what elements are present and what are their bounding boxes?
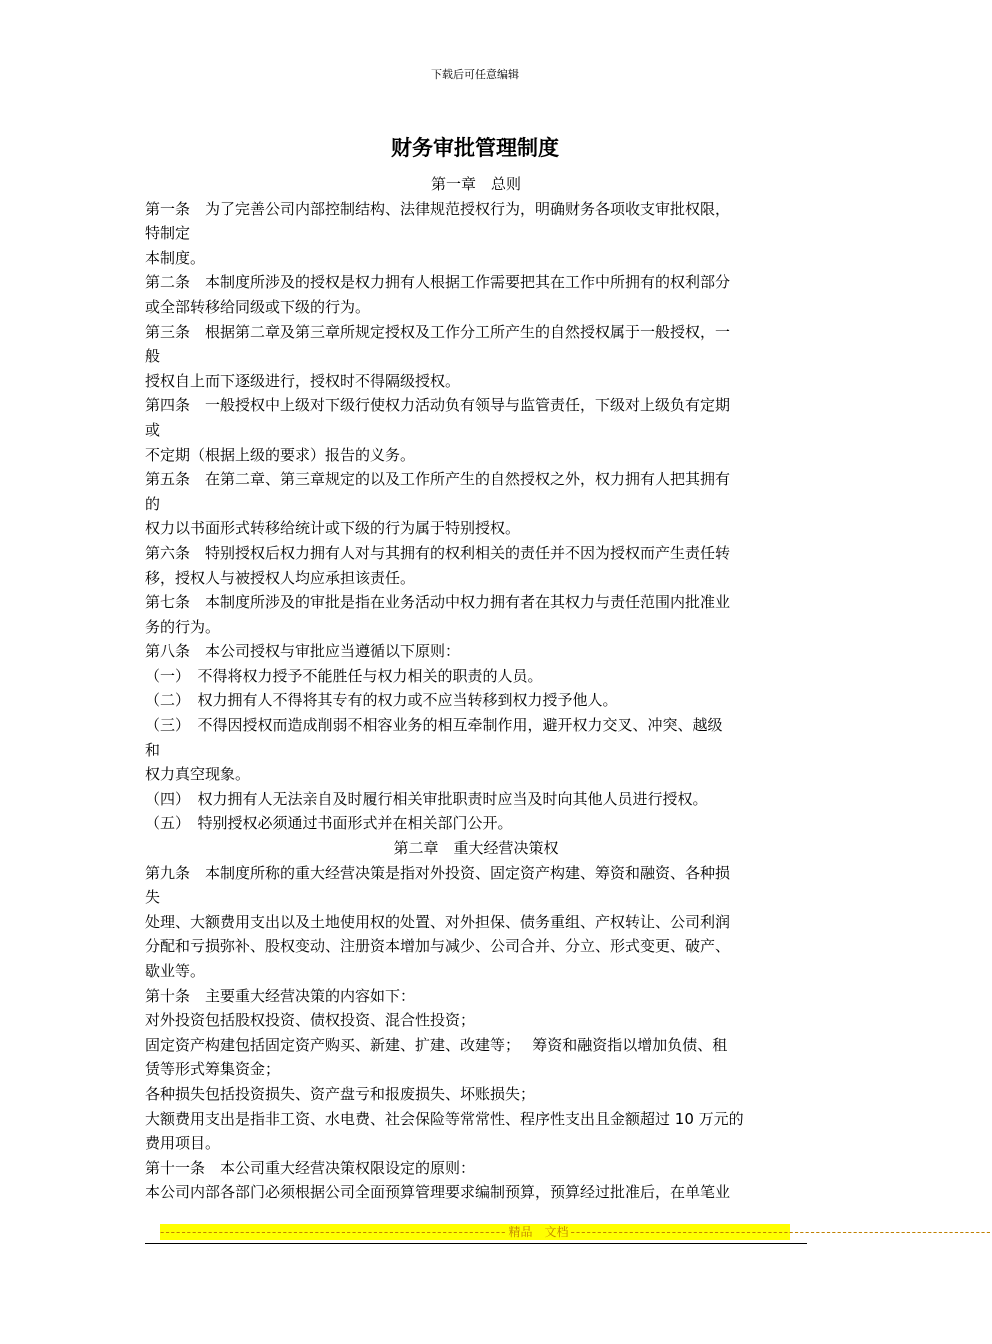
body-line: 权力以书面形式转移给统计或下级的行为属于特别授权。 bbox=[145, 519, 521, 538]
body-line: 大额费用支出是指非工资、水电费、社会保险等常常性、程序性支出且金额超过 10 万元的 bbox=[145, 1109, 744, 1128]
body-line: 第五条 在第二章、第三章规定的以及工作所产生的自然授权之外，权力拥有人把其拥有 bbox=[145, 470, 731, 489]
body-line: 本公司内部各部门必须根据公司全面预算管理要求编制预算，预算经过批准后，在单笔业 bbox=[145, 1183, 731, 1202]
body-line: 各种损失包括投资损失、资产盘亏和报废损失、坏账损失； bbox=[145, 1084, 536, 1103]
body-line: 第十条 主要重大经营决策的内容如下： bbox=[145, 986, 416, 1005]
body-line: （二） 权力拥有人不得将其专有的权力或不应当转移到权力授予他人。 bbox=[145, 691, 618, 710]
body-line: 第七条 本制度所涉及的审批是指在业务活动中权力拥有者在其权力与责任范围内批准业 bbox=[145, 593, 731, 612]
document-title: 财务审批管理制度 bbox=[391, 136, 559, 160]
document-body bbox=[145, 172, 807, 1205]
body-line: 歇业等。 bbox=[145, 962, 206, 980]
body-line: 特制定 bbox=[145, 224, 191, 243]
body-line: 处理、大额费用支出以及土地使用权的处置、对外担保、债务重组、产权转让、公司利润 bbox=[145, 912, 731, 931]
body-line: 般 bbox=[145, 347, 161, 366]
body-line: （四） 权力拥有人无法亲自及时履行相关审批职责时应当及时向其他人员进行授权。 bbox=[145, 789, 708, 808]
body-line: （三） 不得因授权而造成削弱不相容业务的相互牵制作用，避开权力交叉、冲突、越级 bbox=[145, 716, 723, 735]
chapter-heading: 第一章 总则 bbox=[430, 175, 521, 193]
body-line: 第四条 一般授权中上级对下级行使权力活动负有领导与监管责任，下级对上级负有定期 bbox=[145, 396, 731, 415]
body-line: 本制度。 bbox=[145, 248, 206, 267]
body-line: （五） 特别授权必须通过书面形式并在相关部门公开。 bbox=[145, 814, 513, 833]
body-line: 移，授权人与被授权人均应承担该责任。 bbox=[145, 568, 416, 587]
body-line: 对外投资包括股权投资、债权投资、混合性投资； bbox=[145, 1011, 476, 1030]
body-line: 第六条 特别授权后权力拥有人对与其拥有的权利相关的责任并不因为授权而产生责任转 bbox=[145, 543, 731, 562]
body-line: 第九条 本制度所称的重大经营决策是指对外投资、固定资产构建、筹资和融资、各种损 bbox=[145, 863, 731, 882]
body-line: 第十一条 本公司重大经营决策权限设定的原则： bbox=[145, 1158, 476, 1177]
body-line: 或全部转移给同级或下级的行为。 bbox=[145, 297, 371, 316]
body-line: 失 bbox=[145, 888, 161, 907]
footer-left-dashes: ----------------------------------------------------------------- bbox=[160, 1225, 507, 1239]
body-line: 第三条 根据第二章及第三章所规定授权及工作分工所产生的自然授权属于一般授权，一 bbox=[145, 322, 731, 341]
body-line: 第二条 本制度所涉及的授权是权力拥有人根据工作需要把其在工作中所拥有的权利部分 bbox=[145, 273, 731, 292]
footer-right-dashes: ------------------------------------------------------------------------------- bbox=[570, 1225, 992, 1239]
footer-banner bbox=[160, 1224, 992, 1240]
body-line: 分配和亏损弥补、股权变动、注册资本增加与减少、公司合并、分立、形式变更、破产、 bbox=[145, 937, 731, 956]
footer-rule bbox=[145, 1243, 807, 1244]
body-line: 固定资产构建包括固定资产购买、新建、扩建、改建等； 筹资和融资指以增加负债、租 bbox=[145, 1035, 728, 1054]
body-line: 务的行为。 bbox=[145, 617, 221, 636]
body-line: 第八条 本公司授权与审批应当遵循以下原则： bbox=[145, 642, 461, 661]
body-line: 费用项目。 bbox=[145, 1134, 221, 1153]
body-line: 不定期（根据上级的要求）报告的义务。 bbox=[145, 445, 416, 464]
body-line: 的 bbox=[145, 494, 161, 513]
header-note: 下载后可任意编辑 bbox=[431, 68, 519, 81]
footer-label: 精品 文档 bbox=[508, 1225, 569, 1239]
body-line: 授权自上而下逐级进行，授权时不得隔级授权。 bbox=[145, 371, 461, 390]
body-line: （一） 不得将权力授予不能胜任与权力相关的职责的人员。 bbox=[145, 666, 543, 685]
chapter-heading: 第二章 重大经营决策权 bbox=[393, 839, 559, 858]
body-line: 第一条 为了完善公司内部控制结构、法律规范授权行为，明确财务各项收支审批权限， bbox=[145, 199, 731, 218]
body-line: 权力真空现象。 bbox=[145, 765, 251, 784]
body-line: 或 bbox=[145, 420, 161, 439]
body-line: 赁等形式筹集资金； bbox=[145, 1060, 281, 1079]
body-line: 和 bbox=[145, 740, 161, 759]
